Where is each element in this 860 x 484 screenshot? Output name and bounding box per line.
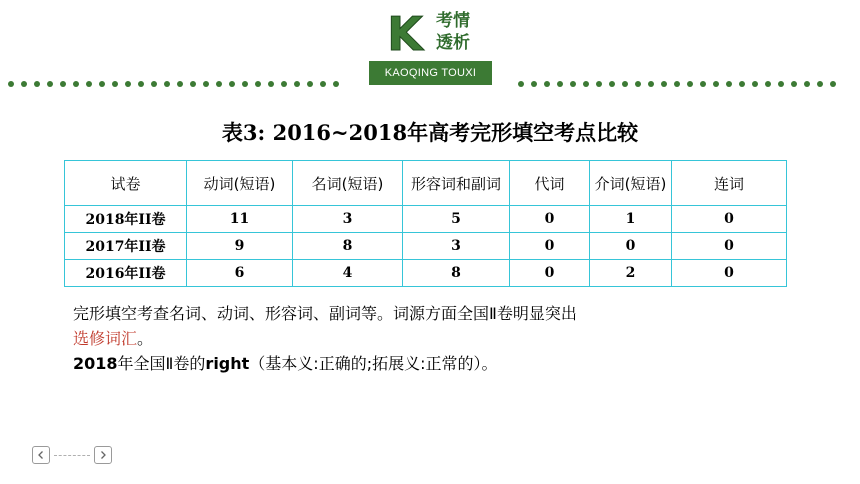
logo-line-2: 透析 [436,33,470,53]
table-row [65,260,787,287]
chevron-left-icon [36,450,46,460]
table-cell: 0 [672,233,787,260]
slide-navigation [32,446,112,464]
paragraph-text: （基本义:正确的;拓展义:正常的）。 [249,354,498,373]
logo-text [436,10,470,54]
paragraph-line-1 [73,301,833,326]
table-cell: 0 [510,206,590,233]
table-cell: 0 [590,233,672,260]
table-header-cell: 形容词和副词 [403,161,510,206]
paragraph-line-3 [73,351,833,376]
paragraph-text: 。 [137,329,154,348]
chevron-right-icon [98,450,108,460]
paragraph-line-2 [73,326,833,351]
next-slide-button[interactable] [94,446,112,464]
table-cell: 11 [187,206,293,233]
table-cell: 0 [510,260,590,287]
table-cell: 2 [590,260,672,287]
table-header-cell: 代词 [510,161,590,206]
table-row [65,206,787,233]
page-title: 表3: 2016~2018年高考完形填空考点比较 [221,120,639,145]
table-cell: 9 [187,233,293,260]
table-cell: 1 [590,206,672,233]
dotted-rule-right [518,72,843,82]
table-header-row [65,161,787,206]
logo-line-1: 考情 [436,11,470,31]
analysis-paragraph [73,301,833,376]
paragraph-text: 年全国Ⅱ卷的 [117,354,206,373]
table-header-cell: 试卷 [65,161,187,206]
logo-k-icon [381,8,429,56]
table-cell: 2017年II卷 [65,233,187,260]
table-cell: 2018年II卷 [65,206,187,233]
table-cell: 0 [672,206,787,233]
keyword-text: right [205,354,250,373]
year-text: 2018 [73,354,118,373]
prev-slide-button[interactable] [32,446,50,464]
nav-divider [54,455,90,456]
logo-letter: K [387,8,423,56]
table-cell: 2016年II卷 [65,260,187,287]
table-cell: 3 [293,206,403,233]
dotted-rule-left [8,72,346,82]
table-cell: 6 [187,260,293,287]
table-header-cell: 介词(短语) [590,161,672,206]
table-cell: 5 [403,206,510,233]
table-cell: 8 [293,233,403,260]
section-banner: KAOQING TOUXI [369,61,492,85]
table-cell: 0 [510,233,590,260]
table-cell: 0 [672,260,787,287]
table-header-cell: 动词(短语) [187,161,293,206]
table-cell: 8 [403,260,510,287]
table-header-cell: 名词(短语) [293,161,403,206]
paragraph-text: 完形填空考查名词、动词、形容词、副词等。词源方面全国Ⅱ卷明显突出 [73,304,577,323]
table-cell: 4 [293,260,403,287]
highlight-text: 选修词汇 [73,329,138,348]
table-row [65,233,787,260]
table-cell: 3 [403,233,510,260]
table-header-cell: 连词 [672,161,787,206]
comparison-table [64,160,787,287]
